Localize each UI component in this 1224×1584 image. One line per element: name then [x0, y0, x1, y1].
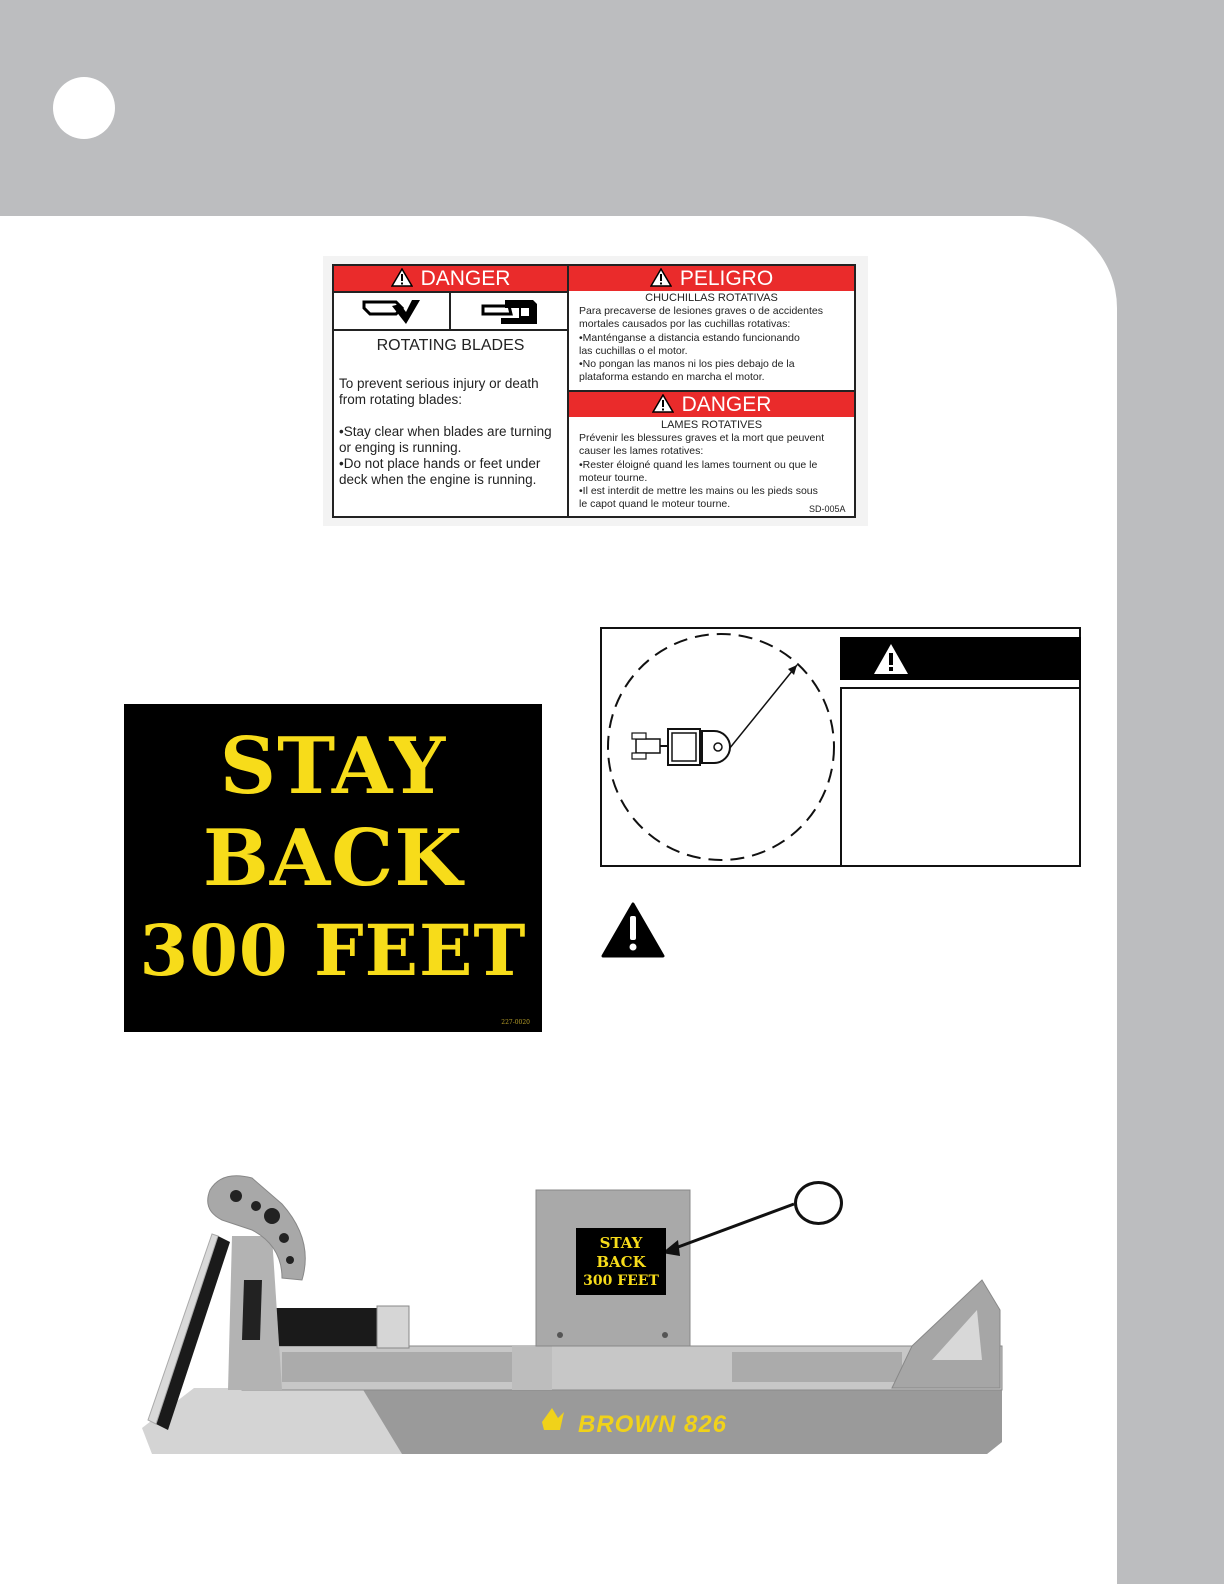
- danger-header-en: [334, 266, 567, 291]
- warning-triangle-icon: [391, 268, 413, 287]
- warning-triangle-icon: [652, 394, 674, 413]
- peligro-header-label: PELIGRO: [679, 267, 774, 290]
- danger-header-fr: [569, 392, 854, 417]
- mower-sign-line3: 300 FEET: [583, 1273, 659, 1289]
- danger-header-en-label: DANGER: [420, 267, 511, 290]
- callout-circle: [794, 1181, 843, 1225]
- decal-intro-en: To prevent serious injury or death from rotating blades:: [339, 376, 539, 407]
- decal-divider: [449, 291, 451, 329]
- warning-triangle-icon: [873, 643, 909, 675]
- hand-blade-icon: [362, 296, 424, 326]
- mower-stay-back-decal: [576, 1228, 666, 1295]
- warning-text-panel: [840, 687, 1081, 867]
- rotating-blades-title: ROTATING BLADES: [376, 337, 525, 354]
- decal-frame: [332, 264, 856, 518]
- es-title: CHUCHILLAS ROTATIVAS: [645, 292, 778, 304]
- warning-triangle-icon: [650, 268, 672, 287]
- page-number-badge: [53, 77, 115, 139]
- brand-logo-text: BROWN 826: [578, 1411, 728, 1438]
- decal-code: SD-005A: [809, 504, 846, 514]
- rotating-blades-decal: [323, 256, 868, 526]
- mower-sign-line2: BACK: [596, 1253, 646, 1271]
- mower-sign-line1: STAY: [599, 1234, 643, 1252]
- radius-circle-illustration: [602, 629, 840, 865]
- fr-body: Prévenir les blessures graves et la mort que peuvent causer les lames rotatives: •Rester éloigné quand les lames tournent ou que le moteur tourne. •Il est interdit de mettre les mains ou les pieds sous le capot quand le moteur tourne.: [579, 432, 825, 511]
- warning-triangle-icon: [601, 902, 665, 958]
- decal-divider: [569, 390, 854, 392]
- foot-blade-icon: [479, 296, 541, 326]
- fr-title: LAMES ROTATIVES: [660, 419, 763, 431]
- stay-back-line1: STAY: [219, 721, 447, 812]
- es-body: Para precaverse de lesiones graves o de accidentes mortales causados por las cuchillas rotativas: •Manténganse a distancia estando funcionando las cuchillas o el motor. •No pongan las manos ni los pies debajo de la plataforma estando en marcha el motor.: [579, 305, 823, 384]
- stay-back-sign: [124, 704, 542, 1032]
- decal-bullets-en: •Stay clear when blades are turning or enging is running. •Do not place hands or feet under deck when the engine is running.: [339, 424, 552, 487]
- tractor-mower-icon: [632, 729, 730, 765]
- peligro-header-es: [569, 266, 854, 291]
- stay-back-line2: BACK: [202, 813, 464, 904]
- decal-divider: [334, 329, 567, 331]
- danger-header-fr-label: DANGER: [681, 393, 772, 416]
- sign-code: 227-0020: [501, 1019, 530, 1026]
- warning-header-bar: [840, 637, 1081, 680]
- stay-back-line3: 300 FEET: [139, 909, 527, 992]
